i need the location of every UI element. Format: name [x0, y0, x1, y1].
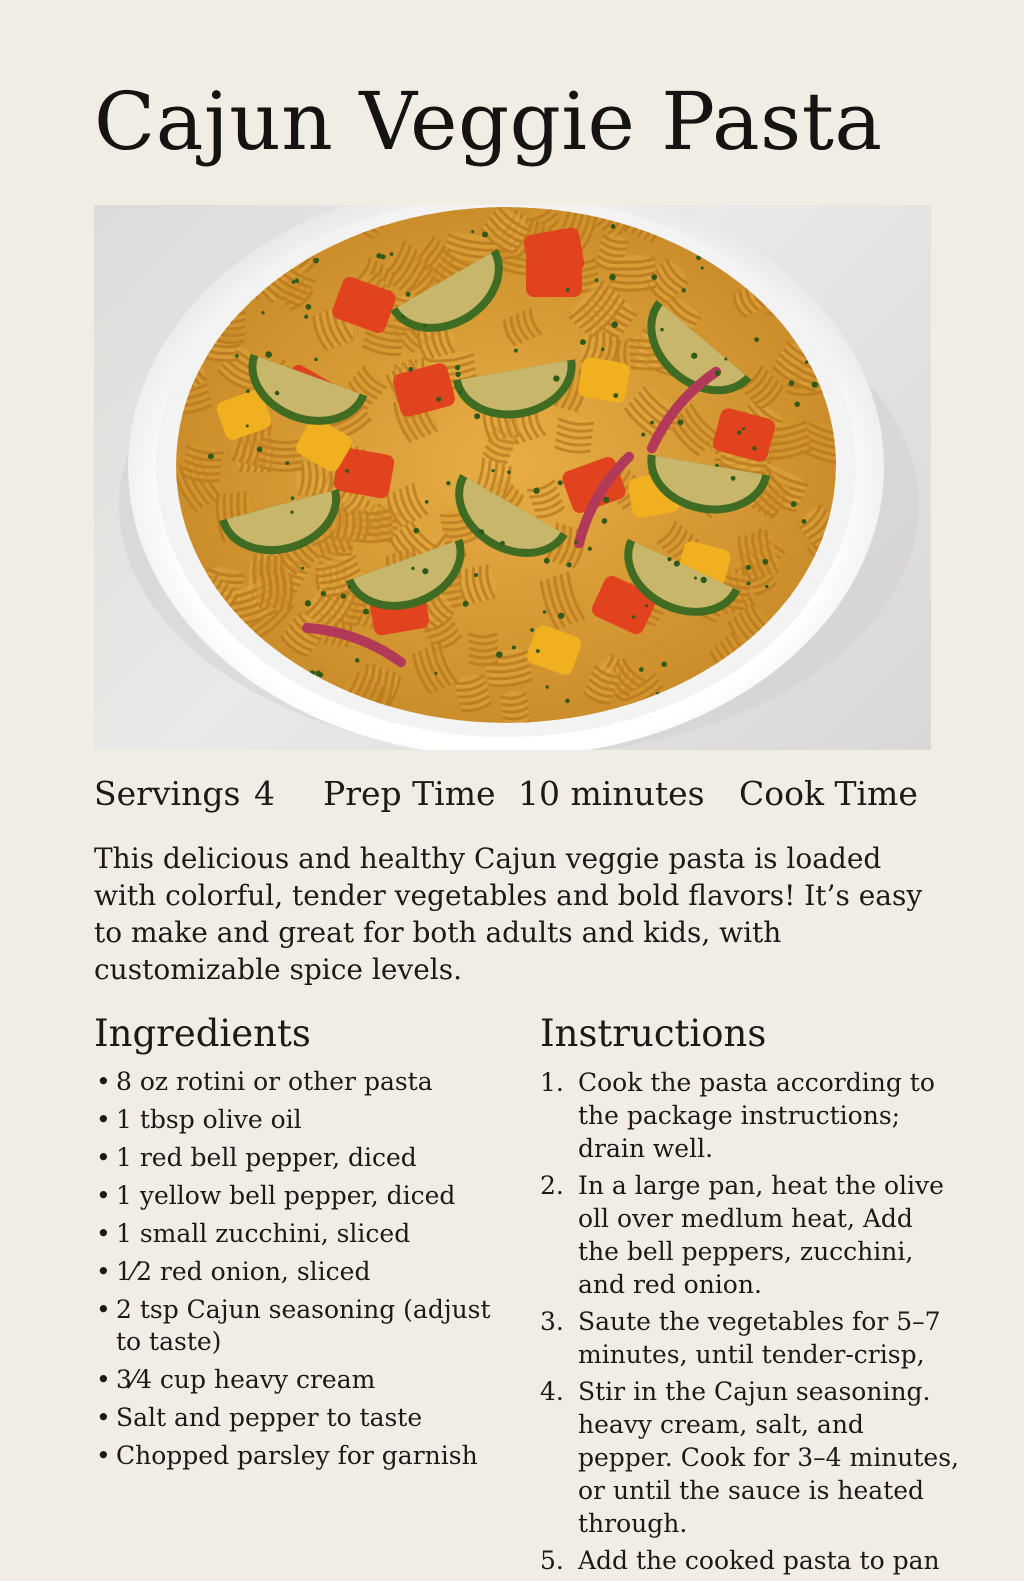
parsley-fleck — [762, 559, 768, 565]
ingredients-list — [94, 1066, 494, 1472]
parsley-fleck — [641, 433, 645, 437]
ingredient-item: • 2 tsp Cajun seasoning (adjust to taste) — [94, 1294, 494, 1358]
parsley-fleck — [313, 258, 319, 264]
step-text: Saute the vegetables for 5–7 minutes, until tender-crisp, — [578, 1307, 941, 1369]
parsley-fleck — [295, 279, 300, 284]
parsley-fleck — [422, 568, 428, 574]
parsley-fleck — [301, 567, 304, 570]
parsley-fleck — [436, 397, 441, 402]
parsley-fleck — [558, 480, 563, 485]
parsley-fleck — [747, 581, 751, 585]
parsley-fleck — [514, 349, 518, 353]
prep-time-value: 10 minutes — [518, 774, 705, 813]
parsley-fleck — [544, 558, 550, 564]
parsley-fleck — [411, 567, 414, 570]
ingredients-heading: Ingredients — [94, 1012, 311, 1055]
parsley-fleck — [305, 304, 311, 310]
parsley-fleck — [715, 464, 718, 467]
parsley-fleck — [459, 390, 462, 393]
parsley-fleck — [789, 380, 795, 386]
ingredient-item: • Salt and pepper to taste — [94, 1402, 494, 1434]
parsley-fleck — [682, 288, 686, 292]
parsley-fleck — [214, 693, 219, 698]
parsley-fleck — [474, 573, 478, 577]
instruction-step — [540, 1375, 960, 1540]
parsley-fleck — [345, 469, 349, 473]
step-text: Add the cooked pasta to pan — [578, 1546, 940, 1575]
parsley-fleck — [795, 401, 801, 407]
parsley-fleck — [406, 292, 411, 297]
parsley-fleck — [812, 381, 818, 387]
step-text: Cook the pasta according to the package instructions; drain well. — [578, 1068, 935, 1163]
parsley-fleck — [766, 223, 771, 228]
red-pepper-piece — [526, 253, 582, 297]
step-number: 3. — [540, 1307, 564, 1336]
parsley-fleck — [471, 230, 474, 233]
parsley-fleck — [609, 274, 615, 280]
step-number: 5. — [540, 1546, 564, 1575]
parsley-fleck — [746, 565, 751, 570]
prep-time-label: Prep Time — [323, 774, 496, 813]
cook-time-label: Cook Time — [739, 774, 918, 813]
ingredient-item: • 1 red bell pepper, diced — [94, 1142, 494, 1174]
parsley-fleck — [290, 510, 293, 513]
parsley-fleck — [261, 311, 264, 314]
parsley-fleck — [235, 354, 239, 358]
parsley-fleck — [496, 651, 503, 658]
instruction-step — [540, 1169, 960, 1301]
parsley-fleck — [701, 267, 704, 270]
parsley-fleck — [265, 351, 272, 358]
parsley-fleck — [543, 610, 547, 614]
parsley-fleck — [553, 375, 559, 381]
step-text: Stir in the Cajun seasoning. heavy cream, salt, and pepper. Cook for 3–4 minutes, or until the sauce is heated through. — [578, 1377, 960, 1538]
parsley-fleck — [678, 419, 684, 425]
parsley-fleck — [632, 615, 635, 618]
parsley-fleck — [474, 413, 480, 419]
servings-value: 4 — [254, 774, 275, 813]
ingredients-section — [94, 1010, 494, 1478]
parsley-fleck — [318, 672, 323, 677]
parsley-fleck — [246, 389, 250, 393]
step-number: 1. — [540, 1068, 564, 1097]
parsley-fleck — [500, 541, 505, 546]
instructions-heading: Instructions — [540, 1012, 767, 1055]
parsley-fleck — [425, 500, 429, 504]
parsley-fleck — [611, 224, 616, 229]
parsley-fleck — [455, 365, 460, 370]
ingredient-item: • 3⁄4 cup heavy cream — [94, 1364, 494, 1396]
parsley-fleck — [742, 427, 745, 430]
parsley-fleck — [363, 609, 369, 615]
parsley-fleck — [651, 274, 657, 280]
ingredient-item: • 1 yellow bell pepper, diced — [94, 1180, 494, 1212]
parsley-fleck — [567, 562, 572, 567]
parsley-fleck — [580, 339, 586, 345]
parsley-fleck — [691, 353, 697, 359]
parsley-fleck — [408, 367, 413, 372]
instructions-section — [540, 1010, 960, 1581]
rotini-piece — [791, 205, 832, 239]
parsley-fleck — [413, 528, 419, 534]
parsley-fleck — [601, 348, 604, 351]
parsley-fleck — [765, 585, 769, 589]
parsley-fleck — [530, 628, 534, 632]
parsley-fleck — [613, 393, 618, 398]
parsley-fleck — [304, 315, 308, 319]
parsley-fleck — [715, 370, 721, 376]
step-number: 4. — [540, 1377, 564, 1406]
parsley-fleck — [565, 699, 570, 704]
parsley-fleck — [729, 223, 735, 229]
parsley-fleck — [491, 469, 494, 472]
recipe-title: Cajun Veggie Pasta — [94, 75, 883, 168]
parsley-fleck — [285, 461, 289, 465]
parsley-fleck — [724, 357, 727, 360]
parsley-fleck — [246, 424, 249, 427]
parsley-fleck — [650, 421, 654, 425]
parsley-fleck — [701, 577, 707, 583]
parsley-fleck — [291, 496, 295, 500]
parsley-fleck — [602, 518, 608, 524]
parsley-fleck — [305, 600, 311, 606]
parsley-fleck — [661, 662, 667, 668]
parsley-fleck — [801, 519, 806, 524]
parsley-fleck — [791, 501, 797, 507]
parsley-fleck — [512, 645, 516, 649]
instruction-step — [540, 1305, 960, 1371]
ingredient-item: • 8 oz rotini or other pasta — [94, 1066, 494, 1098]
parsley-fleck — [478, 529, 484, 535]
parsley-fleck — [231, 238, 235, 242]
rotini-piece — [469, 630, 498, 666]
rotini-piece — [770, 207, 810, 257]
parsley-fleck — [507, 471, 510, 474]
instruction-step — [540, 1544, 960, 1577]
servings-label: Servings — [94, 774, 241, 813]
pasta-bowl-photo — [94, 205, 931, 750]
instructions-list — [540, 1066, 960, 1577]
parsley-fleck — [210, 236, 216, 242]
parsley-fleck — [645, 604, 648, 607]
parsley-fleck — [754, 337, 759, 342]
parsley-fleck — [611, 321, 618, 328]
parsley-fleck — [376, 253, 381, 258]
parsley-fleck — [533, 488, 539, 494]
parsley-fleck — [566, 288, 570, 292]
parsley-fleck — [355, 658, 359, 662]
parsley-fleck — [233, 251, 237, 255]
parsley-fleck — [588, 547, 592, 551]
rotini-piece — [800, 205, 841, 240]
parsley-fleck — [639, 667, 644, 672]
ingredient-item: • Chopped parsley for garnish — [94, 1440, 494, 1472]
parsley-fleck — [348, 585, 351, 588]
parsley-fleck — [208, 453, 214, 459]
parsley-fleck — [558, 613, 564, 619]
ingredient-item: • 1⁄2 red onion, sliced — [94, 1256, 494, 1288]
parsley-fleck — [536, 649, 540, 653]
rotini-piece — [811, 205, 856, 244]
parsley-fleck — [390, 252, 394, 256]
step-text: In a large pan, heat the olive oll over medlum heat, Add the bell peppers, zucchini, and red onion. — [578, 1171, 944, 1299]
parsley-fleck — [321, 591, 326, 596]
parsley-fleck — [341, 593, 346, 598]
parsley-fleck — [455, 372, 460, 377]
parsley-fleck — [314, 358, 318, 362]
parsley-fleck — [574, 540, 577, 543]
parsley-fleck — [805, 360, 808, 363]
parsley-fleck — [694, 577, 697, 580]
parsley-fleck — [660, 328, 664, 332]
parsley-fleck — [674, 561, 680, 567]
parsley-fleck — [545, 685, 548, 688]
recipe-meta — [94, 770, 954, 818]
instruction-step — [540, 1066, 960, 1165]
parsley-fleck — [667, 557, 671, 561]
rotini-piece — [256, 572, 294, 609]
parsley-fleck — [423, 324, 427, 328]
recipe-description: This delicious and healthy Cajun veggie pasta is loaded with colorful, tender vegetables and bold flavors! It’s easy to make and great for both adults and kids, with customizable spice levels. — [94, 842, 923, 986]
parsley-fleck — [603, 497, 609, 503]
parsley-fleck — [794, 266, 800, 272]
parsley-fleck — [463, 601, 469, 607]
ingredient-item: • 1 small zucchini, sliced — [94, 1218, 494, 1250]
rotini-piece — [554, 415, 594, 455]
parsley-fleck — [434, 672, 437, 675]
parsley-fleck — [752, 446, 756, 450]
parsley-fleck — [257, 446, 263, 452]
rotini-piece — [258, 434, 303, 472]
parsley-fleck — [446, 481, 450, 485]
parsley-fleck — [737, 430, 741, 434]
parsley-fleck — [275, 391, 280, 396]
parsley-fleck — [731, 476, 736, 481]
step-number: 2. — [540, 1171, 564, 1200]
yellow-pepper-piece — [577, 356, 631, 404]
parsley-fleck — [401, 315, 404, 318]
parsley-fleck — [595, 278, 599, 282]
parsley-fleck — [482, 231, 488, 237]
ingredient-item: • 1 tbsp olive oil — [94, 1104, 494, 1136]
